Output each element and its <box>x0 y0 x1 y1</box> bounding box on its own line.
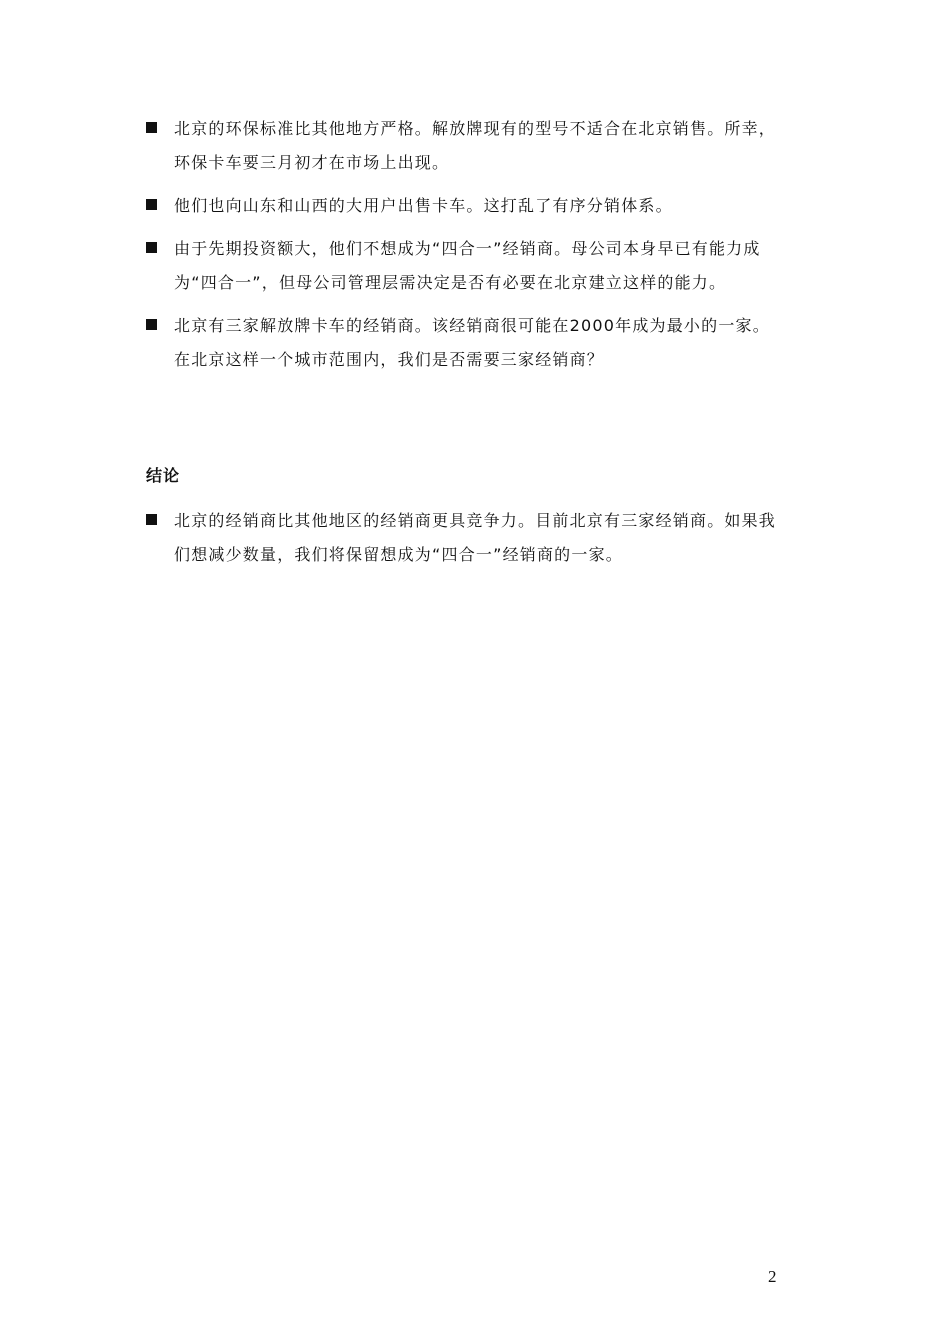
conclusion-heading: 结论 <box>146 466 181 485</box>
list-item-text: 他们也向山东和山西的大用户出售卡车。这打乱了有序分销体系。 <box>174 196 673 215</box>
square-bullet-icon <box>146 319 157 330</box>
list-item <box>146 232 786 300</box>
square-bullet-icon <box>146 122 157 133</box>
list-item <box>146 189 786 223</box>
list-item-text: 北京有三家解放牌卡车的经销商。该经销商很可能在2000年成为最小的一家。在北京这样一个城市范围内，我们是否需要三家经销商？ <box>174 316 770 369</box>
square-bullet-icon <box>146 242 157 253</box>
list-item-text: 北京的经销商比其他地区的经销商更具竞争力。目前北京有三家经销商。如果我们想减少数量，我们将保留想成为“四合一”经销商的一家。 <box>174 511 777 564</box>
list-item-text: 北京的环保标准比其他地方严格。解放牌现有的型号不适合在北京销售。所幸，环保卡车要三月初才在市场上出现。 <box>174 119 777 172</box>
list-item <box>146 309 786 377</box>
square-bullet-icon <box>146 199 157 210</box>
list-item <box>146 112 786 180</box>
page-number: 2 <box>768 1267 777 1286</box>
conclusion-list <box>146 504 786 581</box>
list-item-text: 由于先期投资额大，他们不想成为“四合一”经销商。母公司本身早已有能力成为“四合一”，但母公司管理层需决定是否有必要在北京建立这样的能力。 <box>174 239 761 292</box>
findings-list <box>146 112 786 386</box>
square-bullet-icon <box>146 514 157 525</box>
list-item <box>146 504 786 572</box>
